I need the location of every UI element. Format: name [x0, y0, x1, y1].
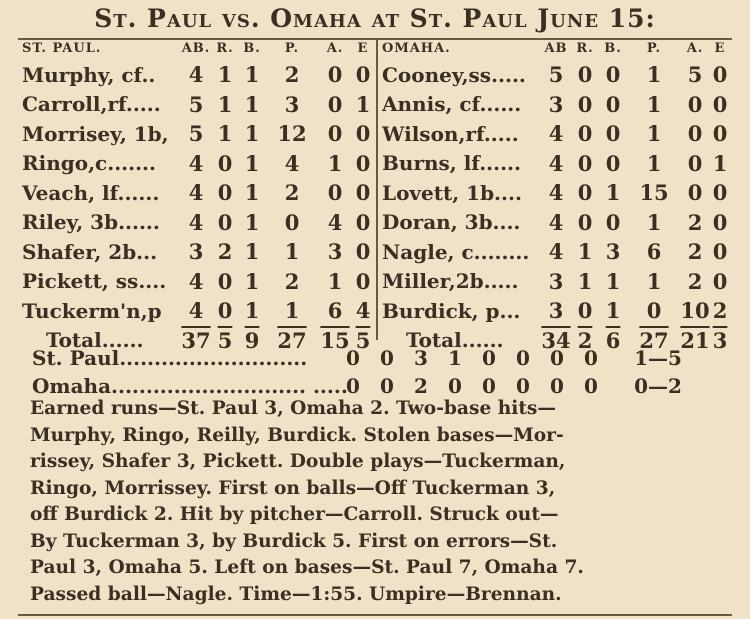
stat-cell: 1: [327, 268, 343, 294]
player-row: [382, 208, 730, 238]
stat-cell: 0: [687, 91, 703, 117]
stat-cell: 1: [244, 298, 260, 324]
player-row: [382, 267, 730, 297]
stat-cell: 1: [217, 91, 233, 117]
header-cell: AB.: [181, 40, 211, 56]
stat-cell: 2: [284, 268, 300, 294]
stat-cell: 3: [548, 91, 564, 117]
player-name: Morrisey, 1b,: [22, 121, 169, 146]
stat-cell: 1: [646, 209, 662, 235]
total-cell: 5: [355, 327, 371, 353]
inning-cell: 0: [584, 346, 598, 370]
stat-cell: 1: [646, 268, 662, 294]
player-name: Veach, lf......: [22, 180, 160, 205]
box-score-header: [22, 36, 374, 60]
total-label: Total......: [46, 328, 144, 353]
stat-cell: 4: [548, 150, 564, 176]
stat-cell: 0: [577, 180, 593, 206]
stat-cell: 15: [639, 180, 669, 206]
inning-cell: 0: [380, 346, 394, 370]
stat-cell: 1: [355, 91, 371, 117]
header-cell: P.: [284, 40, 300, 56]
player-row: [382, 119, 730, 149]
stat-cell: 4: [188, 298, 204, 324]
player-row: [22, 296, 374, 326]
stat-cell: 0: [355, 150, 371, 176]
game-notes: [30, 396, 730, 608]
stat-cell: 0: [355, 121, 371, 147]
bottom-rule: [18, 614, 732, 616]
total-cell: 6: [605, 327, 621, 353]
stat-cell: 4: [284, 150, 300, 176]
total-cell: 37: [181, 327, 211, 353]
header-cell: B.: [604, 40, 622, 56]
stat-cell: 12: [277, 121, 307, 147]
player-row: [382, 90, 730, 120]
stat-cell: 0: [327, 180, 343, 206]
inning-cell: 0: [482, 346, 496, 370]
stat-cell: 1: [244, 268, 260, 294]
stat-cell: 0: [355, 209, 371, 235]
stat-cell: 2: [687, 268, 703, 294]
stat-cell: 3: [284, 91, 300, 117]
stat-cell: 1: [646, 150, 662, 176]
stat-cell: 0: [577, 91, 593, 117]
stat-cell: 0: [605, 91, 621, 117]
stat-cell: 4: [327, 209, 343, 235]
player-row: [22, 208, 374, 238]
header-cell: OMAHA.: [382, 40, 451, 56]
stat-cell: 0: [217, 180, 233, 206]
header-cell: E: [357, 40, 369, 56]
total-cell: 5: [217, 327, 233, 353]
player-row: [22, 149, 374, 179]
player-name: Ringo,c.......: [22, 151, 156, 176]
player-name: Murphy, cf..: [22, 62, 156, 87]
player-name: Burdick, p...: [382, 298, 521, 323]
total-cell: 27: [277, 327, 307, 353]
player-name: Lovett, 1b....: [382, 180, 522, 205]
stat-cell: 4: [188, 268, 204, 294]
stat-cell: 3: [188, 239, 204, 265]
player-name: Burns, lf......: [382, 151, 521, 176]
stat-cell: 0: [327, 62, 343, 88]
header-cell: B.: [243, 40, 261, 56]
inning-cell: 1: [448, 346, 462, 370]
inning-cell: 0: [482, 374, 496, 398]
player-name: Shafer, 2b...: [22, 239, 158, 264]
inning-cell: 0: [584, 374, 598, 398]
stat-cell: 5: [687, 62, 703, 88]
total-cell: 2: [577, 327, 593, 353]
stat-cell: 1: [244, 180, 260, 206]
inning-cell: 0: [516, 346, 530, 370]
notes-line: Earned runs—St. Paul 3, Omaha 2. Two-base hits—: [30, 398, 556, 419]
stat-cell: 0: [577, 121, 593, 147]
header-cell: ST. PAUL.: [22, 40, 102, 56]
stat-cell: 5: [188, 121, 204, 147]
inning-cell: 0: [550, 346, 564, 370]
total-cell: 9: [244, 327, 260, 353]
stat-cell: 1: [284, 239, 300, 265]
player-name: Miller,2b.....: [382, 269, 519, 294]
stat-cell: 0: [712, 180, 728, 206]
player-name: Tuckerm'n,p: [22, 298, 162, 323]
stat-cell: 0: [355, 180, 371, 206]
total-label: Total......: [406, 328, 504, 353]
stat-cell: 4: [188, 209, 204, 235]
stat-cell: 1: [244, 239, 260, 265]
player-row: [22, 90, 374, 120]
player-name: Nagle, c........: [382, 239, 530, 264]
player-row: [382, 149, 730, 179]
player-name: Wilson,rf.....: [382, 121, 519, 146]
stat-cell: 4: [548, 121, 564, 147]
stat-cell: 0: [217, 150, 233, 176]
stat-cell: 1: [284, 298, 300, 324]
stat-cell: 1: [605, 298, 621, 324]
stat-cell: 3: [327, 239, 343, 265]
stat-cell: 5: [548, 62, 564, 88]
header-cell: A.: [326, 40, 344, 56]
stat-cell: 0: [327, 91, 343, 117]
total-cell: 3: [712, 327, 728, 353]
box-score-header: [382, 36, 730, 60]
stat-cell: 2: [284, 62, 300, 88]
player-name: Cooney,ss.....: [382, 62, 526, 87]
stat-cell: 4: [188, 62, 204, 88]
notes-line: Passed ball—Nagle. Time—1:55. Umpire—Brennan.: [30, 583, 562, 605]
notes-line: Ringo, Morrissey. First on balls—Off Tuckerman 3,: [30, 477, 556, 499]
stat-cell: 0: [687, 180, 703, 206]
total-cell: 21: [680, 327, 710, 353]
stat-cell: 2: [712, 298, 728, 324]
stat-cell: 0: [577, 298, 593, 324]
player-row: [22, 119, 374, 149]
stat-cell: 1: [217, 62, 233, 88]
header-cell: E: [714, 40, 726, 56]
st-paul-box-score: [22, 36, 374, 353]
stat-cell: 0: [217, 209, 233, 235]
stat-cell: 1: [244, 121, 260, 147]
stat-cell: 1: [646, 62, 662, 88]
stat-cell: 1: [577, 268, 593, 294]
stat-cell: 0: [712, 62, 728, 88]
stat-cell: 0: [605, 209, 621, 235]
stat-cell: 3: [548, 298, 564, 324]
inning-cell: 0: [448, 374, 462, 398]
player-row: [22, 178, 374, 208]
stat-cell: 1: [244, 150, 260, 176]
header-cell: R.: [216, 40, 234, 56]
stat-cell: 0: [712, 121, 728, 147]
stat-cell: 1: [244, 91, 260, 117]
stat-cell: 1: [605, 268, 621, 294]
stat-cell: 1: [217, 121, 233, 147]
player-row: [382, 296, 730, 326]
stat-cell: 4: [548, 180, 564, 206]
page-title: St. Paul vs. Omaha at St. Paul June 15:: [94, 4, 656, 33]
notes-line: rissey, Shafer 3, Pickett. Double plays—Tuckerman,: [30, 451, 566, 472]
stat-cell: 0: [712, 91, 728, 117]
player-row: [22, 267, 374, 297]
header-cell: P.: [646, 40, 662, 56]
stat-cell: 10: [680, 298, 710, 324]
stat-cell: 1: [646, 121, 662, 147]
stat-cell: 0: [355, 62, 371, 88]
stat-cell: 1: [244, 62, 260, 88]
stat-cell: 2: [217, 239, 233, 265]
stat-cell: 6: [327, 298, 343, 324]
inning-cell: 0: [380, 374, 394, 398]
stat-cell: 0: [577, 150, 593, 176]
stat-cell: 0: [284, 209, 300, 235]
player-name: Doran, 3b....: [382, 210, 521, 235]
stat-cell: 0: [577, 62, 593, 88]
stat-cell: 4: [548, 239, 564, 265]
stat-cell: 0: [605, 150, 621, 176]
stat-cell: 0: [355, 268, 371, 294]
inning-cell: 2: [414, 374, 428, 398]
inning-cell: 0: [516, 374, 530, 398]
stat-cell: 0: [355, 239, 371, 265]
stat-cell: 0: [577, 209, 593, 235]
stat-cell: 0: [712, 209, 728, 235]
player-row: [382, 237, 730, 267]
total-cell: 27: [639, 327, 669, 353]
total-cell: 15: [320, 327, 350, 353]
stat-cell: 0: [217, 268, 233, 294]
stat-cell: 0: [646, 298, 662, 324]
inning-cell: 0: [346, 374, 360, 398]
player-name: Riley, 3b......: [22, 210, 160, 235]
stat-cell: 6: [646, 239, 662, 265]
stat-cell: 0: [327, 121, 343, 147]
stat-cell: 4: [355, 298, 371, 324]
omaha-box-score: [382, 36, 730, 353]
stat-cell: 2: [687, 209, 703, 235]
inning-cell: 0: [550, 374, 564, 398]
total-cell: 34: [541, 327, 571, 353]
team-name: St. Paul...........................: [32, 346, 308, 370]
inning-cell: 3: [414, 346, 428, 370]
inning-cell: 1—5: [634, 346, 682, 370]
stat-cell: 1: [244, 209, 260, 235]
stat-cell: 4: [188, 180, 204, 206]
stat-cell: 1: [327, 150, 343, 176]
stat-cell: 1: [577, 239, 593, 265]
stat-cell: 0: [687, 150, 703, 176]
stat-cell: 2: [284, 180, 300, 206]
stat-cell: 0: [605, 121, 621, 147]
header-cell: AB: [544, 40, 568, 56]
stat-cell: 3: [605, 239, 621, 265]
player-row: [382, 178, 730, 208]
header-cell: A.: [686, 40, 704, 56]
stat-cell: 3: [548, 268, 564, 294]
notes-line: By Tuckerman 3, by Burdick 5. First on errors—St.: [30, 530, 558, 552]
line-score: [32, 344, 732, 400]
linescore-row: [32, 344, 732, 372]
stat-cell: 4: [548, 209, 564, 235]
header-cell: R.: [576, 40, 594, 56]
stat-cell: 0: [712, 268, 728, 294]
column-divider: [376, 40, 378, 340]
player-name: Annis, cf......: [382, 92, 522, 117]
stat-cell: 1: [605, 180, 621, 206]
stat-cell: 0: [712, 239, 728, 265]
player-row: [22, 237, 374, 267]
stat-cell: 2: [687, 239, 703, 265]
inning-cell: 0: [346, 346, 360, 370]
inning-cell: 0—2: [634, 374, 682, 398]
player-name: Carroll,rf.....: [22, 92, 161, 117]
notes-line: Paul 3, Omaha 5. Left on bases—St. Paul 7, Omaha 7.: [30, 557, 584, 578]
stat-cell: 1: [646, 91, 662, 117]
player-row: [382, 60, 730, 90]
notes-line: Murphy, Ringo, Reilly, Burdick. Stolen bases—Mor-: [30, 424, 564, 446]
player-name: Pickett, ss....: [22, 269, 167, 294]
stat-cell: 0: [687, 121, 703, 147]
stat-cell: 5: [188, 91, 204, 117]
player-row: [22, 60, 374, 90]
team-name: Omaha............................ .....: [32, 374, 348, 398]
notes-line: off Burdick 2. Hit by pitcher—Carroll. Struck out—: [30, 504, 559, 525]
stat-cell: 1: [712, 150, 728, 176]
stat-cell: 0: [605, 62, 621, 88]
stat-cell: 4: [188, 150, 204, 176]
stat-cell: 0: [217, 298, 233, 324]
